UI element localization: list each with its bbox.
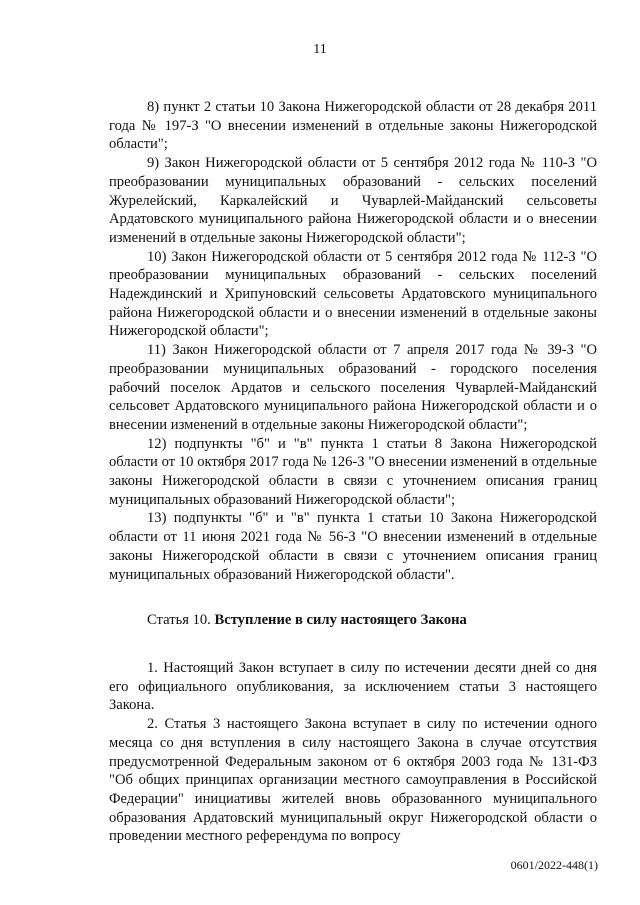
list-item: 11) Закон Нижегородской области от 7 апреля 2017 года № 39-З "О преобразовании муниципальных образований - городского поселения рабочий поселок Ардатов и сельского поселения Чуварлей-Майданский сельсовет Ардатовского муниципального района Нижегородской области и о внесении изменений в отдельные законы Нижегородской области"; <box>109 342 597 433</box>
document-body <box>109 98 597 846</box>
list-item: 12) подпункты "б" и "в" пункта 1 статьи 8 Закона Нижегородской области от 10 октября 2017 года № 126-З "О внесении изменений в отдельные законы Нижегородской области в связи с уточнением описания границ муниципальных образований Нижегородской области"; <box>109 435 597 508</box>
document-code: 0601/2022-448(1) <box>510 858 598 872</box>
list-item: 9) Закон Нижегородской области от 5 сентября 2012 года № 110-З "О преобразовании муниципальных образований - сельских поселений Журелейский, Каркалейский и Чуварлей-Майданский сельсоветы Ардатовского муниципального района Нижегородской области и о внесении изменений в отдельные законы Нижегородской области"; <box>109 155 597 246</box>
article-heading <box>109 611 597 630</box>
article-paragraph: 2. Статья 3 настоящего Закона вступает в силу по истечении одного месяца со дня вступления в силу настоящего Закона в случае отсутствия предусмотренной Федеральным законом от 6 октября 2003 года № 131-ФЗ "Об общих принципах организации местного самоуправления в Российской Федерации" инициативы жителей вновь образованного муниципального образования Ардатовский муниципальный округ Нижегородской области о проведении местного референдума по вопросу <box>109 716 597 845</box>
article-label: Статья 10. <box>147 612 215 629</box>
list-item: 13) подпункты "б" и "в" пункта 1 статьи 10 Закона Нижегородской области от 11 июня 2021 года № 56-З "О внесении изменений в отдельные законы Нижегородской области в связи с уточнением описания границ муниципальных образований Нижегородской области". <box>109 510 597 583</box>
article-title: Вступление в силу настоящего Закона <box>214 612 467 629</box>
list-item: 10) Закон Нижегородской области от 5 сентября 2012 года № 112-З "О преобразовании муниципальных образований - сельских поселений Надеждинский и Хрипуновский сельсоветы Ардатовского муниципального района Нижегородской области и о внесении изменений в отдельные законы Нижегородской области"; <box>109 248 597 340</box>
article-paragraph: 1. Настоящий Закон вступает в силу по истечении десяти дней со дня его официального опубликования, за исключением статьи 3 настоящего Закона. <box>109 659 597 714</box>
list-item: 8) пункт 2 статьи 10 Закона Нижегородской области от 28 декабря 2011 года № 197-З "О внесении изменений в отдельные законы Нижегородской области"; <box>109 99 597 153</box>
page-number: 11 <box>313 42 327 57</box>
